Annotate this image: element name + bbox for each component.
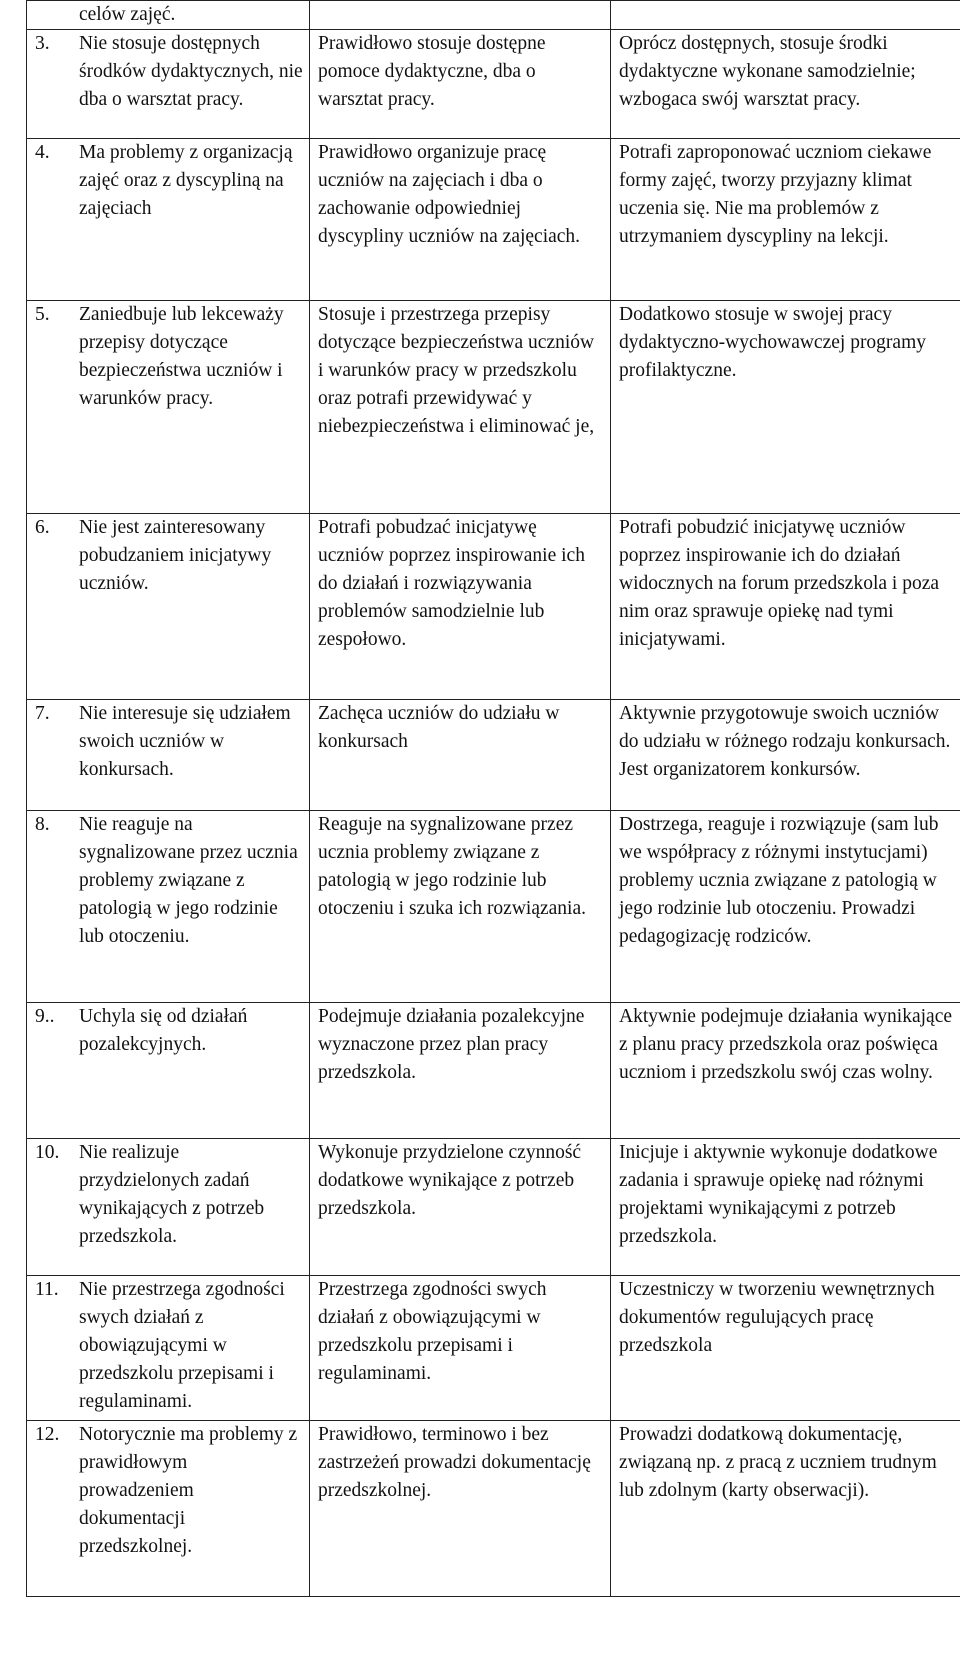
cell-col3 bbox=[611, 1139, 960, 1276]
cell-col3 bbox=[611, 1003, 960, 1139]
criterion-outstanding: Uczestniczy w tworzeniu wewnętrznych dokumentów regulujących pracę przedszkola bbox=[619, 1279, 935, 1356]
cell-col3 bbox=[611, 811, 960, 1003]
cell-col1 bbox=[27, 301, 310, 514]
criterion-negative: Notorycznie ma problemy z prawidłowym prowadzeniem dokumentacji przedszkolnej. bbox=[79, 1424, 298, 1557]
cell-col3 bbox=[611, 30, 960, 139]
criterion-good: Prawidłowo organizuje pracę uczniów na zajęciach i dba o zachowanie odpowiedniej dyscypliny uczniów na zajęciach. bbox=[318, 142, 581, 247]
criterion-negative: Uchyla się od działań pozalekcyjnych. bbox=[79, 1006, 248, 1055]
cell-col1 bbox=[27, 700, 310, 811]
table-row bbox=[27, 1003, 960, 1139]
cell-col1 bbox=[27, 514, 310, 700]
criterion-good: Prawidłowo, terminowo i bez zastrzeżeń prowadzi dokumentację przedszkolnej. bbox=[318, 1424, 591, 1501]
row-number: 7. bbox=[35, 703, 50, 724]
cell-col1 bbox=[27, 30, 310, 139]
row-number: 9.. bbox=[35, 1006, 55, 1027]
cell-col1 bbox=[27, 1276, 310, 1421]
cell-col3 bbox=[611, 700, 960, 811]
criterion-negative: Nie reaguje na sygnalizowane przez ucznia problemy związane z patologią w jego rodzinie lub otoczeniu. bbox=[79, 814, 298, 947]
evaluation-criteria-table bbox=[26, 0, 960, 1597]
row-number: 4. bbox=[35, 142, 50, 163]
criterion-good: Potrafi pobudzać inicjatywę uczniów poprzez inspirowanie ich do działań i rozwiązywania problemów samodzielnie lub zespołowo. bbox=[318, 517, 585, 650]
criterion-good: Przestrzega zgodności swych działań z obowiązującymi w przedszkolu przepisami i regulaminami. bbox=[318, 1279, 547, 1384]
table-row bbox=[27, 514, 960, 700]
table-row bbox=[27, 1421, 960, 1597]
row-number: 3. bbox=[35, 33, 50, 54]
criterion-good: Wykonuje przydzielone czynność dodatkowe wynikające z potrzeb przedszkola. bbox=[318, 1142, 582, 1219]
cell-col2 bbox=[310, 1003, 611, 1139]
cell-col1 bbox=[27, 1139, 310, 1276]
table-row bbox=[27, 301, 960, 514]
criterion-negative: Nie jest zainteresowany pobudzaniem inicjatywy uczniów. bbox=[79, 517, 272, 594]
table-row bbox=[27, 1276, 960, 1421]
criterion-good: Podejmuje działania pozalekcyjne wyznaczone przez plan pracy przedszkola. bbox=[318, 1006, 585, 1083]
criterion-good: Stosuje i przestrzega przepisy dotyczące bezpieczeństwa uczniów i warunków pracy w przedszkolu oraz potrafi przewidywać y niebezpieczeństwa i eliminować je, bbox=[318, 304, 595, 437]
row-number: 12. bbox=[35, 1424, 60, 1445]
criterion-outstanding: Potrafi zaproponować uczniom ciekawe formy zajęć, tworzy przyjazny klimat uczenia się. Nie ma problemów z utrzymaniem dyscypliny na lekcji. bbox=[619, 142, 932, 247]
row-number: 11. bbox=[35, 1279, 59, 1300]
criterion-good: Reaguje na sygnalizowane przez ucznia problemy związane z patologią w jego rodzinie lub otoczeniu i szuka ich rozwiązania. bbox=[318, 814, 587, 919]
criterion-outstanding: Dostrzega, reaguje i rozwiązuje (sam lub we współpracy z różnymi instytucjami) problemy ucznia związane z patologią w jego rodzinie lub otoczeniu. Prowadzi pedagogizację rodziców. bbox=[619, 814, 939, 947]
cell-col3 bbox=[611, 1276, 960, 1421]
cell-col2 bbox=[310, 700, 611, 811]
cell-col2 bbox=[310, 811, 611, 1003]
table-row bbox=[27, 1, 960, 30]
criterion-negative: Nie przestrzega zgodności swych działań z obowiązującymi w przedszkolu przepisami i regulaminami. bbox=[79, 1279, 285, 1412]
criterion-outstanding: Potrafi pobudzić inicjatywę uczniów poprzez inspirowanie ich do działań widocznych na forum przedszkola i poza nim oraz sprawuje opiekę nad tymi inicjatywami. bbox=[619, 517, 939, 650]
row-number: 10. bbox=[35, 1142, 60, 1163]
continuation-text: celów zajęć. bbox=[79, 4, 176, 25]
criterion-negative: Ma problemy z organizacją zajęć oraz z dyscypliną na zajęciach bbox=[79, 142, 293, 219]
criterion-outstanding: Aktywnie podejmuje działania wynikające z planu pracy przedszkola oraz poświęca uczniom i przedszkolu swój czas wolny. bbox=[619, 1006, 953, 1083]
criterion-outstanding: Inicjuje i aktywnie wykonuje dodatkowe zadania i sprawuje opiekę nad różnymi projektami wynikającymi z potrzeb przedszkola. bbox=[619, 1142, 938, 1247]
criterion-negative: Nie realizuje przydzielonych zadań wynikających z potrzeb przedszkola. bbox=[79, 1142, 265, 1247]
cell-col2 bbox=[310, 1276, 611, 1421]
cell-col3 bbox=[611, 514, 960, 700]
cell-col2 bbox=[310, 1, 611, 30]
table-row bbox=[27, 811, 960, 1003]
cell-col2 bbox=[310, 30, 611, 139]
criterion-good: Zachęca uczniów do udziału w konkursach bbox=[318, 703, 560, 752]
criterion-negative: Zaniedbuje lub lekceważy przepisy dotyczące bezpieczeństwa uczniów i warunków pracy. bbox=[79, 304, 284, 409]
table-row bbox=[27, 700, 960, 811]
cell-col1 bbox=[27, 1003, 310, 1139]
criterion-outstanding: Prowadzi dodatkową dokumentację, związaną np. z pracą z uczniem trudnym lub zdolnym (karty obserwacji). bbox=[619, 1424, 937, 1501]
cell-col2 bbox=[310, 301, 611, 514]
cell-col1 bbox=[27, 139, 310, 301]
criterion-negative: Nie stosuje dostępnych środków dydaktycznych, nie dba o warsztat pracy. bbox=[79, 33, 303, 110]
criterion-good: Prawidłowo stosuje dostępne pomoce dydaktyczne, dba o warsztat pracy. bbox=[318, 33, 546, 110]
cell-col1 bbox=[27, 811, 310, 1003]
cell-col3 bbox=[611, 1, 960, 30]
cell-col3 bbox=[611, 1421, 960, 1597]
table-row bbox=[27, 30, 960, 139]
cell-col3 bbox=[611, 301, 960, 514]
cell-col1 bbox=[27, 1, 310, 30]
cell-col2 bbox=[310, 1139, 611, 1276]
cell-col2 bbox=[310, 514, 611, 700]
row-number: 6. bbox=[35, 517, 50, 538]
table-row bbox=[27, 1139, 960, 1276]
criterion-outstanding: Dodatkowo stosuje w swojej pracy dydaktyczno-wychowawczej programy profilaktyczne. bbox=[619, 304, 927, 381]
criterion-outstanding: Aktywnie przygotowuje swoich uczniów do udziału w różnego rodzaju konkursach. Jest organizatorem konkursów. bbox=[619, 703, 951, 780]
row-number: 5. bbox=[35, 304, 50, 325]
cell-col2 bbox=[310, 1421, 611, 1597]
criterion-negative: Nie interesuje się udziałem swoich uczniów w konkursach. bbox=[79, 703, 291, 780]
cell-col1 bbox=[27, 1421, 310, 1597]
table-row bbox=[27, 139, 960, 301]
cell-col2 bbox=[310, 139, 611, 301]
row-number: 8. bbox=[35, 814, 50, 835]
cell-col3 bbox=[611, 139, 960, 301]
criterion-outstanding: Oprócz dostępnych, stosuje środki dydaktyczne wykonane samodzielnie; wzbogaca swój warsztat pracy. bbox=[619, 33, 916, 110]
